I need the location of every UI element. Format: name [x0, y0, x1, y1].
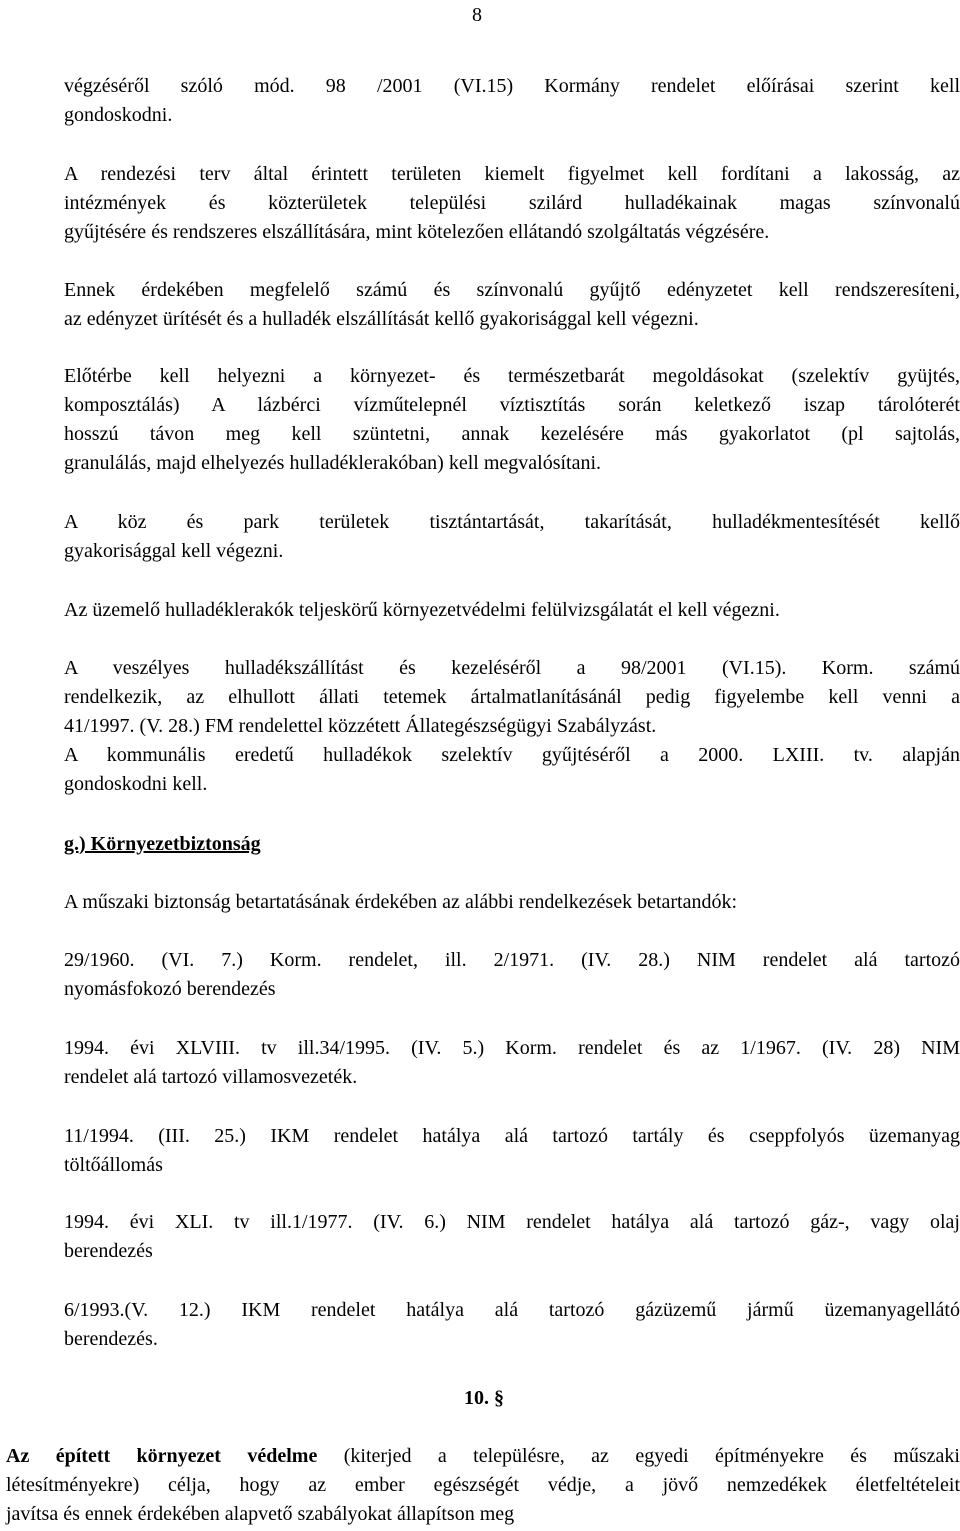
- text-line: gyakorisággal kell végezni.: [64, 540, 284, 562]
- paragraph-4: [64, 362, 960, 478]
- section-number: [0, 1384, 960, 1413]
- text-line: komposztálás) A lázbérci vízműtelepnél víztisztítás során keletkező iszap tárolóterét: [64, 394, 960, 416]
- paragraph-12: [64, 1208, 960, 1266]
- text-line: gondoskodni kell.: [64, 773, 208, 795]
- paragraph-5: [64, 508, 960, 566]
- text-line: 1994. évi XLVIII. tv ill.34/1995. (IV. 5.) Korm. rendelet és az 1/1967. (IV. 28) NIM: [64, 1037, 960, 1059]
- bold-lead: Az épített környezet védelme: [6, 1445, 318, 1467]
- text-line: rendelkezik, az elhullott állati tetemek ártalmatlanításánál pedig figyelembe kell venni a: [64, 686, 960, 708]
- text-line: végzéséről szóló mód. 98 /2001 (VI.15) Kormány rendelet előírásai szerint kell: [64, 75, 960, 97]
- paragraph-10: [64, 1034, 960, 1092]
- text-line: A köz és park területek tisztántartását, takarítását, hulladékmentesítését kellő: [64, 511, 960, 533]
- text-line: 41/1997. (V. 28.) FM rendelettel közzétett Állategészségügyi Szabályzást.: [64, 715, 657, 737]
- text-line: létesítményekre) célja, hogy az ember egészségét védje, a jövő nemzedékek életfeltételeit: [6, 1474, 960, 1496]
- text-line: 29/1960. (VI. 7.) Korm. rendelet, ill. 2/1971. (IV. 28.) NIM rendelet alá tartozó: [64, 949, 960, 971]
- text-line: Ennek érdekében megfelelő számú és színvonalú gyűjtő edényzetet kell rendszeresíteni,: [64, 279, 960, 301]
- text-line: intézmények és közterületek települési szilárd hulladékainak magas színvonalú: [64, 192, 960, 214]
- paragraph-1: [64, 72, 960, 130]
- text-line: granulálás, majd elhelyezés hulladéklerakóban) kell megvalósítani.: [64, 452, 602, 474]
- paragraph-9: [64, 946, 960, 1004]
- text-line: javítsa és ennek érdekében alapvető szabályokat állapítson meg: [6, 1503, 515, 1525]
- text-line: A műszaki biztonság betartatásának érdekében az alábbi rendelkezések betartandók:: [64, 891, 738, 913]
- paragraph-8: [64, 888, 960, 917]
- heading-text: g.) Környezetbiztonság: [64, 833, 261, 855]
- text-line: 6/1993.(V. 12.) IKM rendelet hatálya alá tartozó gázüzemű jármű üzemanyagellátó: [64, 1299, 960, 1321]
- paragraph-13: [64, 1296, 960, 1354]
- paragraph-3: [64, 276, 960, 334]
- paragraph-7: [64, 654, 960, 799]
- text-line: A veszélyes hulladékszállítást és kezeléséről a 98/2001 (VI.15). Korm. számú: [64, 657, 960, 679]
- page-number: 8: [472, 4, 482, 26]
- paragraph-6: [64, 596, 960, 625]
- text-line: rendelet alá tartozó villamosvezeték.: [64, 1066, 358, 1088]
- section-number-text: 10. §: [464, 1387, 504, 1409]
- text-line: 1994. évi XLI. tv ill.1/1977. (IV. 6.) NIM rendelet hatálya alá tartozó gáz-, vagy olaj: [64, 1211, 960, 1233]
- paragraph-14: [6, 1442, 960, 1529]
- text-line: berendezés.: [64, 1328, 158, 1350]
- text-line: berendezés: [64, 1240, 153, 1262]
- text-line: gyűjtésére és rendszeres elszállítására, mint kötelezően ellátandó szolgáltatás végzésére.: [64, 221, 770, 243]
- text-line: Előtérbe kell helyezni a környezet- és természetbarát megoldásokat (szelektív gyüjtés,: [64, 365, 960, 387]
- paragraph-2: [64, 160, 960, 247]
- text-line: 11/1994. (III. 25.) IKM rendelet hatálya alá tartozó tartály és cseppfolyós üzemanyag: [64, 1125, 960, 1147]
- section-heading-g: [64, 830, 960, 859]
- text-line: A rendezési terv által érintett területen kiemelt figyelmet kell fordítani a lakosság, az: [64, 163, 960, 185]
- text-line: töltőállomás: [64, 1154, 163, 1176]
- text-line: hosszú távon meg kell szüntetni, annak kezelésére más gyakorlatot (pl sajtolás,: [64, 423, 960, 445]
- text-run: (kiterjed a településre, az egyedi építményekre és műszaki: [317, 1445, 960, 1467]
- text-line: nyomásfokozó berendezés: [64, 978, 276, 1000]
- text-line: Az üzemelő hulladéklerakók teljeskörű környezetvédelmi felülvizsgálatát el kell végezni.: [64, 599, 780, 621]
- text-line: A kommunális eredetű hulladékok szelektív gyűjtéséről a 2000. LXIII. tv. alapján: [64, 744, 960, 766]
- text-line: az edényzet ürítését és a hulladék elszállítását kellő gyakorisággal kell végezni.: [64, 308, 699, 330]
- text-line: [6, 1442, 960, 1471]
- text-line: gondoskodni.: [64, 104, 173, 126]
- paragraph-11: [64, 1122, 960, 1180]
